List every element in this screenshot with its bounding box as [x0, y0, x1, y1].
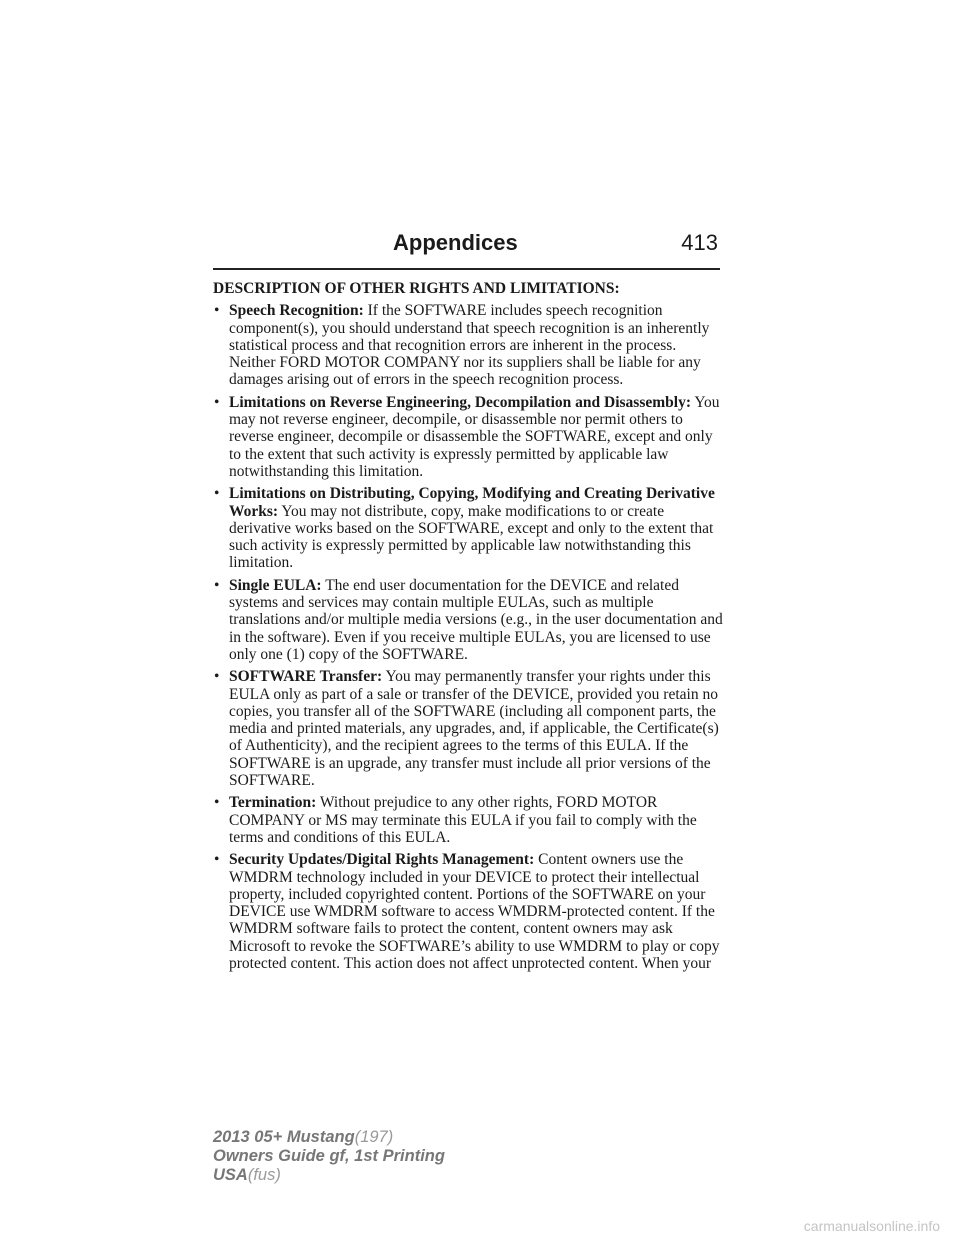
list-item [213, 668, 723, 789]
footer-line-model: 2013 05+ Mustang(197) [213, 1128, 394, 1146]
item-term: Speech Recognition: [229, 302, 364, 320]
bullet-icon: • [214, 485, 220, 503]
item-term: Single EULA: [229, 576, 322, 594]
item-text: If the SOFTWARE includes speech recognition component(s), you should understand that speech recognition is an inherently statistical process and that recognition errors are inherent in the process. Neither FORD MOTOR COMPANY nor its suppliers shall be liable for any damages arising out of errors in the speech recognition process. [229, 302, 710, 389]
list-item [213, 577, 723, 663]
section-heading: DESCRIPTION OF OTHER RIGHTS AND LIMITATIONS: [213, 280, 620, 297]
item-term: Termination: [229, 794, 317, 812]
bullet-icon: • [214, 302, 220, 320]
bullet-icon: • [214, 794, 220, 812]
watermark-link[interactable]: carmanualsonline.info [803, 1218, 940, 1234]
item-term: Security Updates/Digital Rights Management: [229, 851, 535, 869]
bullet-icon: • [214, 851, 220, 869]
bullet-icon: • [214, 576, 220, 594]
bullet-icon: • [214, 668, 220, 686]
print-footer [213, 1128, 445, 1185]
footer-line-market: USA(fus) [213, 1166, 281, 1184]
list-item [213, 851, 723, 972]
list-item [213, 485, 723, 571]
item-text: You may permanently transfer your rights under this EULA only as part of a sale or transfer of the DEVICE, provided you retain no copies, you transfer all of the SOFTWARE (including all component parts, the media and printed materials, any upgrades, and, if applicable, the Certificate(s) of Authenticity), and the recipient agrees to the terms of this EULA. If the SOFTWARE is an upgrade, any transfer must include all prior versions of the SOFTWARE. [229, 668, 719, 790]
item-term: SOFTWARE Transfer: [229, 668, 383, 686]
item-text: Content owners use the WMDRM technology included in your DEVICE to protect their intellectual property, included copyrighted content. Portions of the SOFTWARE on your DEVICE use WMDRM software to access WMDRM-protected content. If the WMDRM software fails to protect the content, content owners may ask Microsoft to revoke the SOFTWARE’s ability to use WMDRM to play or copy protected content. This action does not affect unprotected content. When your [229, 851, 720, 972]
item-text: The end user documentation for the DEVICE and related systems and services may contain multiple EULAs, such as multiple translations and/or multiple media versions (e.g., in the user documentation and in the software). Even if you receive multiple EULAs, you are licensed to use only one (1) copy of the SOFTWARE. [229, 576, 723, 663]
item-text: You may not reverse engineer, decompile, or disassemble nor permit others to reverse engineer, decompile or disassemble the SOFTWARE, except and only to the extent that such activity is expressly permitted by applicable law notwithstanding this limitation. [229, 393, 720, 480]
list-item [213, 394, 723, 480]
page-content [213, 280, 723, 977]
item-term: Limitations on Reverse Engineering, Decompilation and Disassembly: [229, 393, 691, 411]
rights-list [213, 302, 723, 972]
item-term: Limitations on Distributing, Copying, Modifying and Creating Derivative Works: [229, 485, 715, 520]
page-number: 413 [681, 230, 718, 255]
section-title: Appendices [393, 230, 518, 255]
item-text: You may not distribute, copy, make modifications to or create derivative works based on the SOFTWARE, except and only to the extent that such activity is expressly permitted by applicable law notwithstanding this limitation. [229, 502, 714, 572]
bullet-icon: • [214, 393, 220, 411]
list-item [213, 302, 723, 388]
list-item [213, 794, 723, 846]
footer-line-guide: Owners Guide gf, 1st Printing [213, 1147, 445, 1165]
page-header [213, 228, 720, 270]
item-text: Without prejudice to any other rights, FORD MOTOR COMPANY or MS may terminate this EULA if you fail to comply with the terms and conditions of this EULA. [229, 794, 697, 846]
